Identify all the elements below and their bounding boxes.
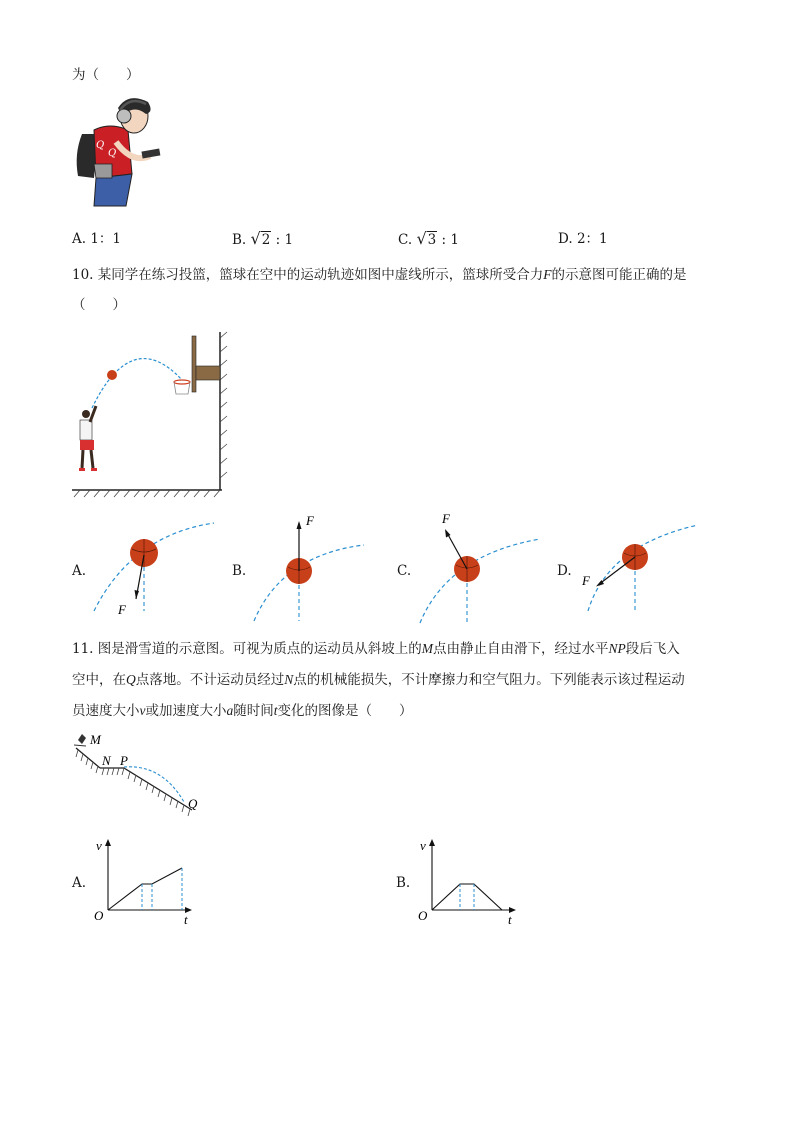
y-axis-label: v — [96, 838, 102, 853]
q11-option-b-key[interactable]: B. — [396, 875, 411, 891]
q10-option-d-figure[interactable] — [578, 515, 708, 625]
q11-stem-line3: 员速度大小v或加速度大小a随时间t变化的图像是（ ） — [72, 703, 413, 719]
q9-tail: 为（ ） — [72, 67, 140, 83]
q11-option-a-graph[interactable] — [90, 836, 200, 928]
radicand: 3 — [427, 232, 437, 248]
x-axis-label: t — [184, 912, 188, 927]
x-axis-label: t — [508, 912, 512, 927]
q11-stem-line2: 空中，在Q点落地。不计运动员经过N点的机械能损失，不计摩擦力和空气阻力。下列能表示该过程运动 — [72, 672, 685, 688]
q10-option-a-figure[interactable] — [92, 515, 222, 625]
figure-letter: Q — [96, 140, 105, 151]
point-label-n: N — [102, 753, 111, 768]
q10-option-b-figure[interactable] — [252, 515, 382, 625]
q9-option-b[interactable]: B. √2 : 1 — [232, 229, 294, 248]
q10-option-b-key[interactable]: B. — [232, 563, 247, 579]
force-label: F — [306, 513, 314, 528]
y-axis-label: v — [420, 838, 426, 853]
q11-option-b-graph[interactable] — [414, 836, 524, 928]
point-label-m: M — [90, 732, 101, 747]
radicand: 2 — [261, 232, 271, 248]
q10-option-d-key[interactable]: D. — [557, 563, 572, 579]
q10-option-c-figure[interactable] — [418, 505, 548, 625]
force-label: F — [442, 511, 450, 526]
q9-option-d[interactable]: D. 2：1 — [558, 231, 608, 247]
ski-slope-figure — [72, 730, 212, 830]
origin-label: O — [94, 908, 104, 923]
point-label-p: P — [120, 753, 128, 768]
q9-option-a[interactable]: A. 1：1 — [72, 231, 122, 247]
basketball-court-figure — [72, 328, 232, 500]
q10-stem-line1: 10. 某同学在练习投篮，篮球在空中的运动轨迹如图中虚线所示，篮球所受合力F的示意图可能正确的是 — [72, 267, 687, 283]
point-label-q: Q — [188, 796, 198, 811]
force-label: F — [118, 602, 126, 617]
q10-stem-line2: （ ） — [72, 297, 126, 313]
origin-label: O — [418, 908, 428, 923]
q10-option-a-key[interactable]: A. — [72, 563, 87, 579]
q10-option-c-key[interactable]: C. — [397, 563, 412, 579]
figure-letter: Q — [108, 148, 117, 159]
student-with-phone-figure — [72, 94, 172, 210]
q11-stem-line1: 11. 图是滑雪道的示意图。可视为质点的运动员从斜坡上的M点由静止自由滑下，经过水平NP段后飞入 — [72, 641, 680, 657]
sqrt-symbol: √ — [250, 229, 261, 248]
sqrt-symbol: √ — [416, 229, 427, 248]
force-label: F — [582, 573, 590, 588]
q11-option-a-key[interactable]: A. — [72, 875, 87, 891]
q9-option-c[interactable]: C. √3 : 1 — [398, 229, 459, 248]
